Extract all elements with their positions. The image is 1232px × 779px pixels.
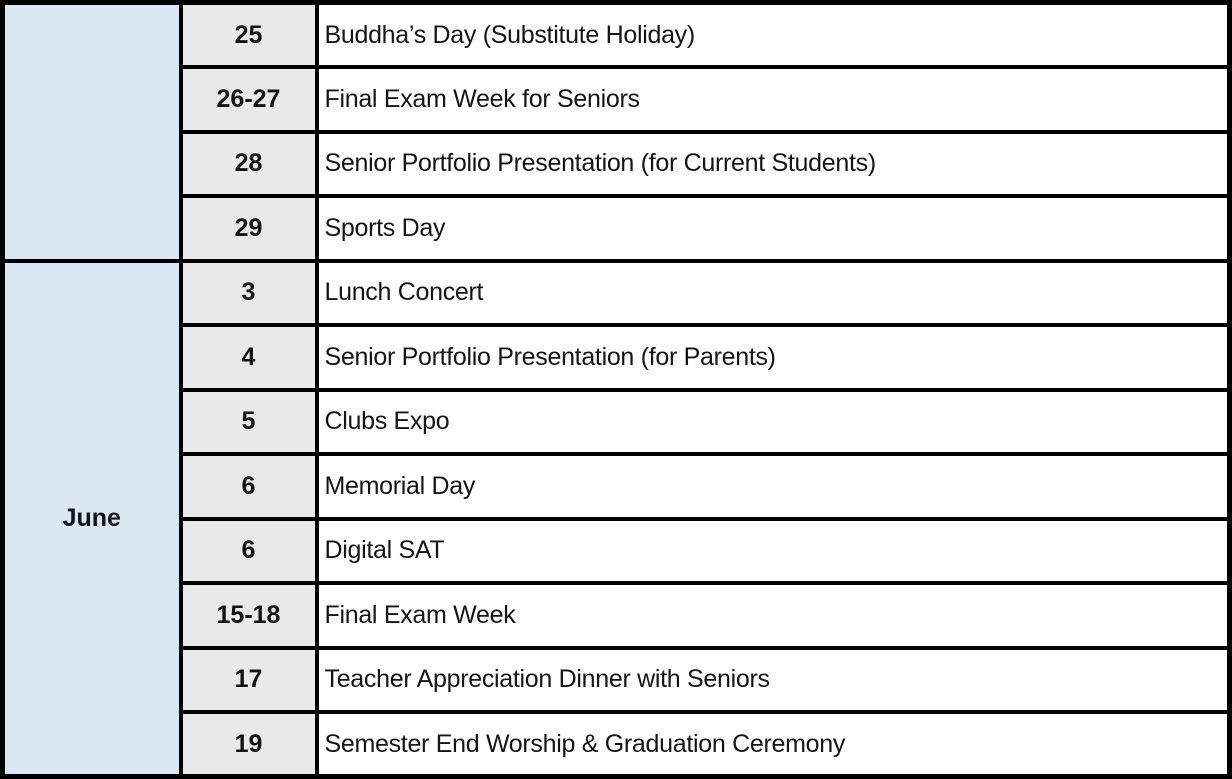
event-cell: Teacher Appreciation Dinner with Seniors [317,648,1230,713]
table-row [3,648,1230,713]
date-cell: 6 [181,454,317,519]
date-cell: 6 [181,519,317,584]
date-cell: 28 [181,132,317,197]
table-row [3,3,1230,68]
date-cell: 26-27 [181,67,317,132]
date-cell: 15-18 [181,583,317,648]
table-row [3,325,1230,390]
event-cell: Lunch Concert [317,261,1230,326]
calendar-body [3,3,1230,777]
table-row [3,196,1230,261]
date-cell: 25 [181,3,317,68]
event-cell: Semester End Worship & Graduation Ceremony [317,712,1230,777]
event-cell: Clubs Expo [317,390,1230,455]
table-row [3,390,1230,455]
event-cell: Memorial Day [317,454,1230,519]
event-cell: Buddha’s Day (Substitute Holiday) [317,3,1230,68]
table-row [3,132,1230,197]
table-row [3,519,1230,584]
date-cell: 3 [181,261,317,326]
event-cell: Senior Portfolio Presentation (for Parents) [317,325,1230,390]
event-cell: Sports Day [317,196,1230,261]
table-row [3,261,1230,326]
month-cell [3,3,181,261]
event-cell: Final Exam Week for Seniors [317,67,1230,132]
event-cell: Senior Portfolio Presentation (for Current Students) [317,132,1230,197]
month-cell: June [3,261,181,777]
table-row [3,67,1230,132]
table-row [3,583,1230,648]
event-cell: Final Exam Week [317,583,1230,648]
date-cell: 17 [181,648,317,713]
table-row [3,712,1230,777]
table-row [3,454,1230,519]
date-cell: 19 [181,712,317,777]
event-cell: Digital SAT [317,519,1230,584]
date-cell: 4 [181,325,317,390]
date-cell: 29 [181,196,317,261]
date-cell: 5 [181,390,317,455]
